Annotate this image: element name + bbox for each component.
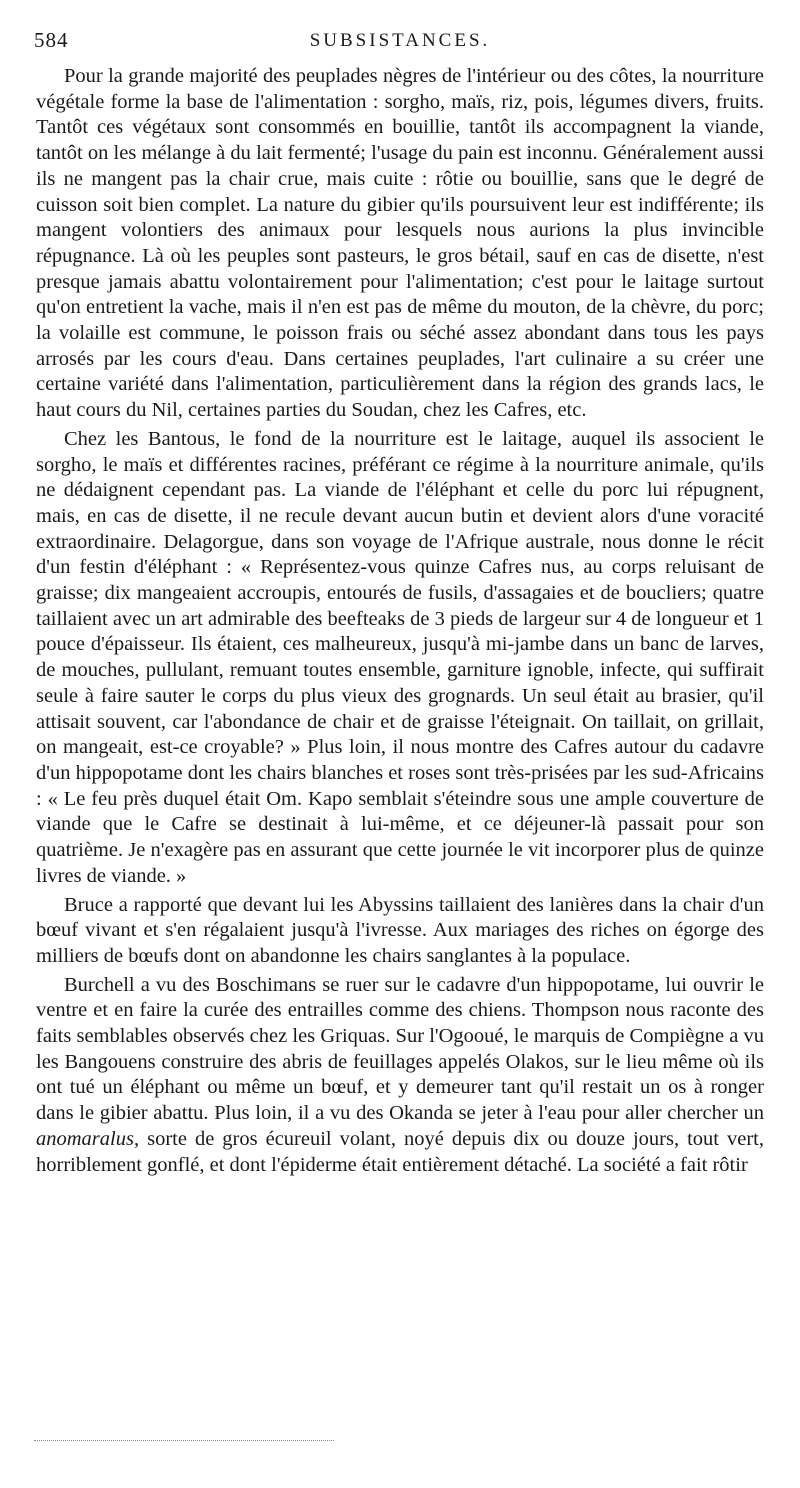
paragraph	[36, 973, 764, 1179]
italic-term: anomaralus	[36, 1127, 134, 1150]
footer-rule	[34, 1440, 334, 1441]
running-head: SUBSISTANCES.	[309, 30, 491, 51]
page-body	[36, 64, 764, 1181]
paragraph: Chez les Bantous, le fond de la nourriture est le laitage, auquel ils associent le sorgho, le maïs et différentes racines, préférant ce régime à la nourriture animale, qu'ils ne dédaignent cependant pas. La viande de l'éléphant et celle du porc lui répugnent, mais, en cas de disette, il ne recule devant aucun butin et devient alors d'une voracité extraordinaire. Delagorgue, dans son voyage de l'Afrique australe, nous donne le récit d'un festin d'éléphant : « Représentez-vous quinze Cafres nus, au corps reluisant de graisse; dix mangeaient accroupis, entourés de fusils, d'assagaies et de boucliers; quatre taillaient avec un art admirable des beefteaks de 3 pieds de largeur sur 4 de longueur et 1 pouce d'épaisseur. Ils étaient, ces malheureux, jusqu'à mi-jambe dans un banc de larves, de mouches, pullulant, remuant toutes ensemble, garniture ignoble, infecte, qui suffirait seule à faire sauter le corps du plus vieux des grognards. Un seul était au brasier, qu'il attisait souvent, car l'abondance de chair et de graisse l'éteignait. On taillait, on grillait, on mangeait, est-ce croyable? » Plus loin, il nous montre des Cafres autour du cadavre d'un hippopotame dont les chairs blanches et roses sont très-prisées par les sud-Africains : « Le feu près duquel était Om. Kapo semblait s'éteindre sous une ample couverture de viande que le Cafre se destinait à lui-même, et ce déjeuner-là passait pour son quatrième. Je n'exagère pas en assurant que cette journée le vit incorporer plus de quinze livres de viande. »	[36, 427, 764, 887]
paragraph-text: , sorte de gros écureuil volant, noyé depuis dix ou douze jours, tout vert, horriblement gonflé, et dont l'épiderme était entièrement détaché. La société a fait rôtir	[36, 1127, 764, 1176]
page-header	[34, 28, 766, 58]
paragraph-text: Burchell a vu des Boschimans se ruer sur le cadavre d'un hippopotame, lui ouvrir le ventre et en faire la curée des entrailles comme des chiens. Thompson nous raconte des faits semblables observés chez les Griquas. Sur l'Ogooué, le marquis de Compiègne a vu les Bangouens construire des abris de feuillages appelés Olakos, sur le lieu même où ils ont tué un éléphant ou même un bœuf, et y demeurer tant qu'il restait un os à ronger dans le gibier abattu. Plus loin, il a vu des Okanda se jeter à l'eau pour aller chercher un	[36, 973, 764, 1125]
paragraph: Pour la grande majorité des peuplades nègres de l'intérieur ou des côtes, la nourriture végétale forme la base de l'alimentation : sorgho, maïs, riz, pois, légumes divers, fruits. Tantôt ces végétaux sont consommés en bouillie, tantôt ils accompagnent la viande, tantôt on les mélange à du lait fermenté; l'usage du pain est inconnu. Généralement aussi ils ne mangent pas la chair crue, mais cuite : rôtie ou bouillie, sans que le degré de cuisson soit bien complet. La nature du gibier qu'ils poursuivent leur est indifférente; ils mangent volontiers des animaux pour lesquels nous aurions la plus invincible répugnance. Là où les peuples sont pasteurs, le gros bétail, sauf en cas de disette, n'est presque jamais abattu volontairement pour l'alimentation; c'est pour le laitage surtout qu'on entretient la vache, mais il n'en est pas de même du mouton, de la chèvre, du porc; la volaille est commune, le poisson frais ou séché assez abondant dans tous les pays arrosés par les cours d'eau. Dans certaines peuplades, l'art culinaire a su créer une certaine variété dans l'alimentation, particulièrement dans la région des grands lacs, le haut cours du Nil, certaines parties du Soudan, chez les Cafres, etc.	[36, 65, 764, 422]
page-number: 584	[34, 28, 69, 52]
paragraph: Bruce a rapporté que devant lui les Abyssins taillaient des lanières dans la chair d'un bœuf vivant et s'en régalaient jusqu'à l'ivresse. Aux mariages des riches on égorge des milliers de bœufs dont on abandonne les chairs sanglantes à la populace.	[36, 893, 764, 967]
